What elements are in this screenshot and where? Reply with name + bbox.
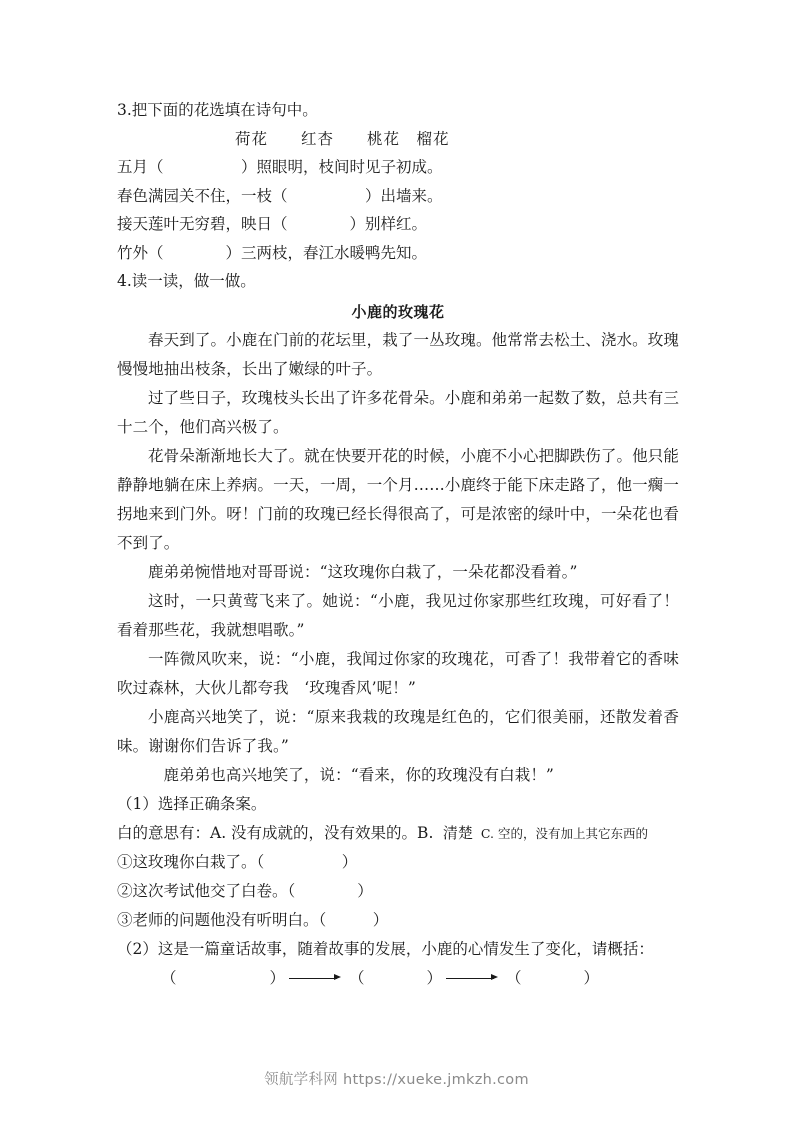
meaning-option-c-label: C. [480, 825, 494, 841]
passage-paragraph: 一阵微风吹来，说：“小鹿，我闻过你家的玫瑰花，可香了！我带着它的香味吹过森林，大伙儿都夸我 ‘玫瑰香风’呢！” [117, 649, 679, 697]
meaning-intro: 白的意思有：A. 没有成就的，没有效果的。B. [117, 823, 434, 842]
sub-question-1: （1）选择正确条案。 [117, 794, 267, 813]
answer-item-2: ②这次考试他交了白卷。（ ） [117, 881, 373, 900]
sub-question-2: （2）这是一篇童话故事，随着故事的发展，小鹿的心情发生了变化，请概括： [117, 939, 654, 958]
poem-line-1: 五月（ ）照眼明，枝间时见子初成。 [117, 158, 443, 176]
meaning-option-b [433, 824, 443, 842]
passage-paragraph: 过了些日子，玫瑰枝头长出了许多花骨朵。小鹿和弟弟一起数了数，总共有三十二个，他们高兴极了。 [117, 388, 679, 436]
meaning-option-c-text: 空的，没有加上其它东西的 [497, 825, 648, 841]
passage-title: 小鹿的玫瑰花 [351, 302, 445, 321]
poem-line-4: 竹外（ ）三两枝，春江水暖鸭先知。 [117, 243, 428, 262]
passage-paragraph-final: 鹿弟弟也高兴地笑了，说：“看来，你的玫瑰没有白栽！” [163, 765, 554, 784]
passage-paragraph: 这时，一只黄莺飞来了。她说：“小鹿，我见过你家那些红玫瑰，可好看了！看着那些花，我就想唱歌。” [117, 591, 679, 639]
passage-paragraph: 花骨朵渐渐地长大了。就在快要开花的时候，小鹿不小心把脚跌伤了。他只能静静地躺在床上养病。一天，一周，一个月……小鹿终于能下床走路了，他一瘸一拐地来到门外。呀！门前的玫瑰已经长得很高了，可是浓密的绿叶中，一朵花也看不到了。 [117, 446, 679, 552]
worksheet-content [117, 96, 679, 993]
arrow-right-icon [446, 972, 502, 984]
meaning-options-line [117, 819, 679, 848]
mood-blank-3: （ ） [506, 968, 600, 987]
mood-blank-2: （ ） [349, 968, 443, 987]
passage-paragraph: 鹿弟弟惋惜地对哥哥说：“这玫瑰你白栽了，一朵花都没看着。” [148, 562, 578, 581]
mood-flow-row [117, 964, 679, 993]
poem-line-3: 接天莲叶无穷碧，映日（ ）别样红。 [117, 215, 428, 233]
answer-item-3: ③老师的问题他没有听明白。（ ） [117, 910, 389, 929]
exercise-3-options: 荷花 红杏 桃花 榴花 [235, 129, 450, 148]
footer-watermark: 领航学科网 https://xueke.jmkzh.com [264, 1072, 529, 1088]
passage-paragraph: 小鹿高兴地笑了，说：“原来我栽的玫瑰是红色的，它们很美丽，还散发着香味。谢谢你们告诉了我。” [117, 707, 679, 755]
exercise-4-prompt: 4.读一读，做一做。 [117, 272, 256, 290]
exercise-3-prompt: 3.把下面的花选填在诗句中。 [117, 101, 318, 119]
arrow-right-icon [289, 972, 345, 984]
answer-item-1: ①这玫瑰你白栽了。（ ） [117, 852, 358, 871]
poem-line-2: 春色满园关不住，一枝（ ）出墙来。 [117, 186, 443, 205]
mood-blank-1: （ ） [161, 968, 286, 987]
meaning-option-b-text: 清楚 [442, 823, 473, 842]
passage-paragraph: 春天到了。小鹿在门前的花坛里，栽了一丛玫瑰。他常常去松土、浇水。玫瑰慢慢地抽出枝条，长出了嫩绿的叶子。 [117, 330, 679, 378]
